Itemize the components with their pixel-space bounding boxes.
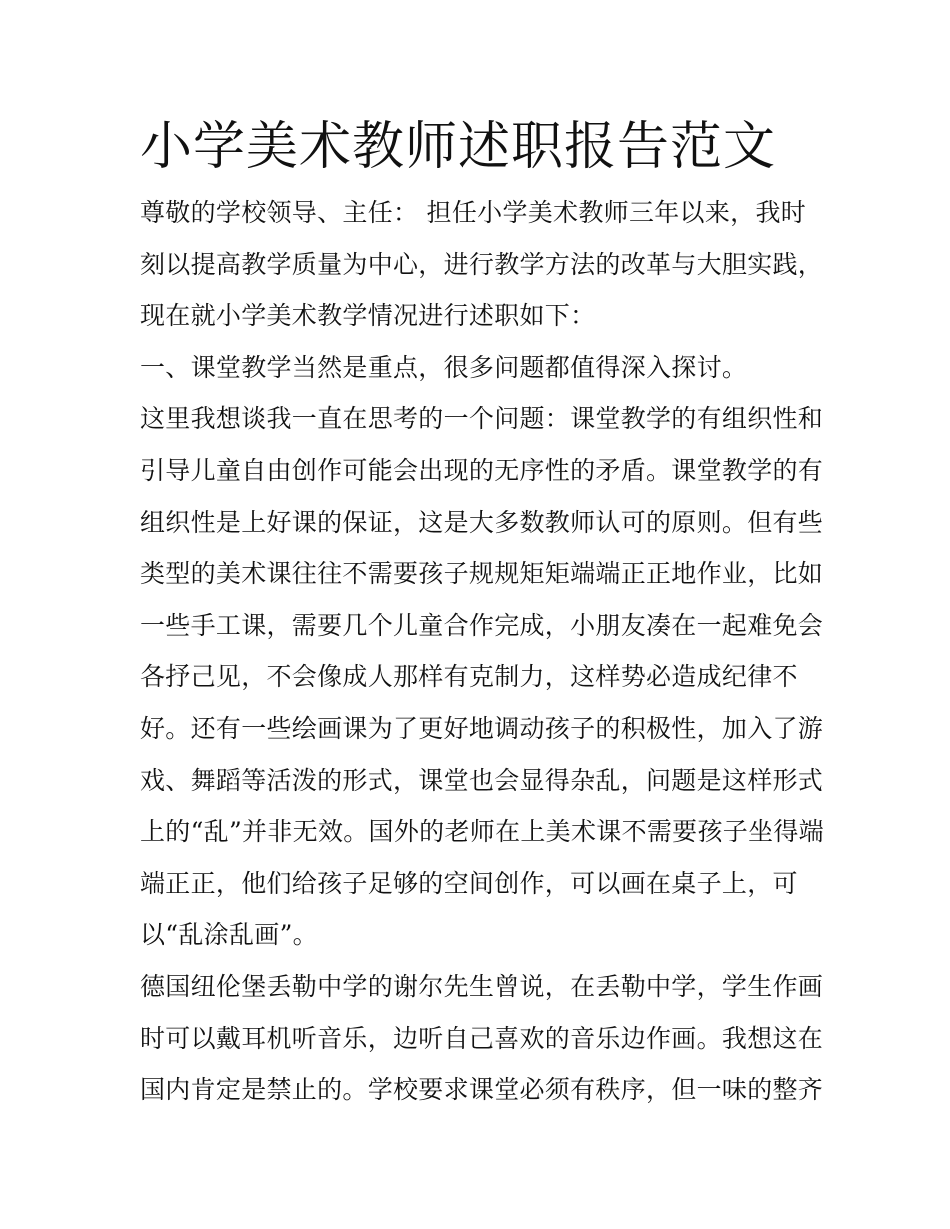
body-line: 这里我想谈我一直在思考的一个问题：课堂教学的有组织性和	[140, 404, 824, 434]
document-title: 小学美术教师述职报告范文	[140, 117, 777, 177]
body-line: 上的“乱”并非无效。国外的老师在上美术课不需要孩子坐得端	[140, 817, 824, 847]
body-line: 一些手工课，需要几个儿童合作完成，小朋友凑在一起难免会	[140, 610, 824, 640]
body-line: 好。还有一些绘画课为了更好地调动孩子的积极性，加入了游	[140, 713, 824, 743]
body-line: 一、课堂教学当然是重点，很多问题都值得深入探讨。	[140, 352, 748, 382]
body-line: 引导儿童自由创作可能会出现的无序性的矛盾。课堂教学的有	[140, 455, 824, 485]
body-line: 现在就小学美术教学情况进行述职如下：	[140, 301, 596, 331]
document-body	[140, 198, 824, 1129]
body-line: 尊敬的学校领导、主任： 担任小学美术教师三年以来，我时	[140, 198, 807, 227]
body-line: 各抒己见，不会像成人那样有克制力，这样势必造成纪律不	[140, 662, 798, 692]
body-line: 端正正，他们给孩子足够的空间创作，可以画在桌子上，可	[140, 868, 798, 898]
body-line: 德国纽伦堡丢勒中学的谢尔先生曾说，在丢勒中学，学生作画	[140, 971, 824, 1001]
body-line: 戏、舞蹈等活泼的形式，课堂也会显得杂乱，问题是这样形式	[140, 765, 824, 795]
body-line: 组织性是上好课的保证，这是大多数教师认可的原则。但有些	[140, 507, 824, 537]
body-line: 刻以提高教学质量为中心，进行教学方法的改革与大胆实践，	[140, 249, 824, 279]
body-line: 以“乱涂乱画”。	[140, 920, 318, 950]
body-line: 类型的美术课往往不需要孩子规规矩矩端端正正地作业，比如	[140, 559, 824, 589]
body-line: 时可以戴耳机听音乐，边听自己喜欢的音乐边作画。我想这在	[140, 1023, 824, 1053]
body-line: 国内肯定是禁止的。学校要求课堂必须有秩序，但一味的整齐	[140, 1075, 824, 1105]
